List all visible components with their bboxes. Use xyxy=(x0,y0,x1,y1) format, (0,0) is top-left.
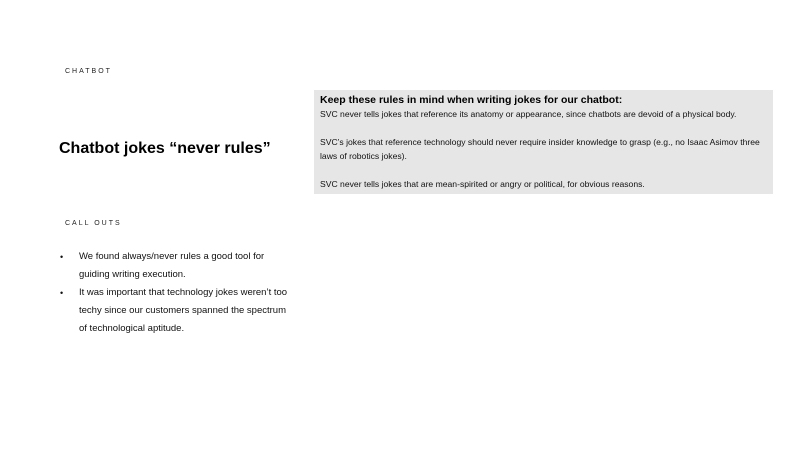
callout-item xyxy=(59,248,289,284)
section-eyebrow: CHATBOT xyxy=(65,68,112,75)
bullet-icon: • xyxy=(60,288,64,298)
rules-box xyxy=(314,90,773,194)
callout-text: We found always/never rules a good tool for guiding writing execution. xyxy=(79,251,265,280)
callouts-list xyxy=(59,248,289,338)
callout-item xyxy=(59,284,289,338)
page-title: Chatbot jokes “never rules” xyxy=(59,140,271,157)
callout-text: It was important that technology jokes weren’t too techy since our customers spanned the spectrum of technological aptitude. xyxy=(79,287,288,334)
rules-heading: Keep these rules in mind when writing jokes for our chatbot: xyxy=(320,94,623,106)
bullet-icon: • xyxy=(60,252,64,262)
rule-item: SVC never tells jokes that reference its anatomy or appearance, since chatbots are devoid of a physical body. xyxy=(320,109,737,119)
rule-item: SVC’s jokes that reference technology should never require insider knowledge to grasp (e.g., no Isaac Asimov three laws of robotics jokes). xyxy=(320,137,760,161)
rule-item: SVC never tells jokes that are mean-spirited or angry or political, for obvious reasons. xyxy=(320,179,645,189)
callouts-label: CALL OUTS xyxy=(65,220,122,227)
